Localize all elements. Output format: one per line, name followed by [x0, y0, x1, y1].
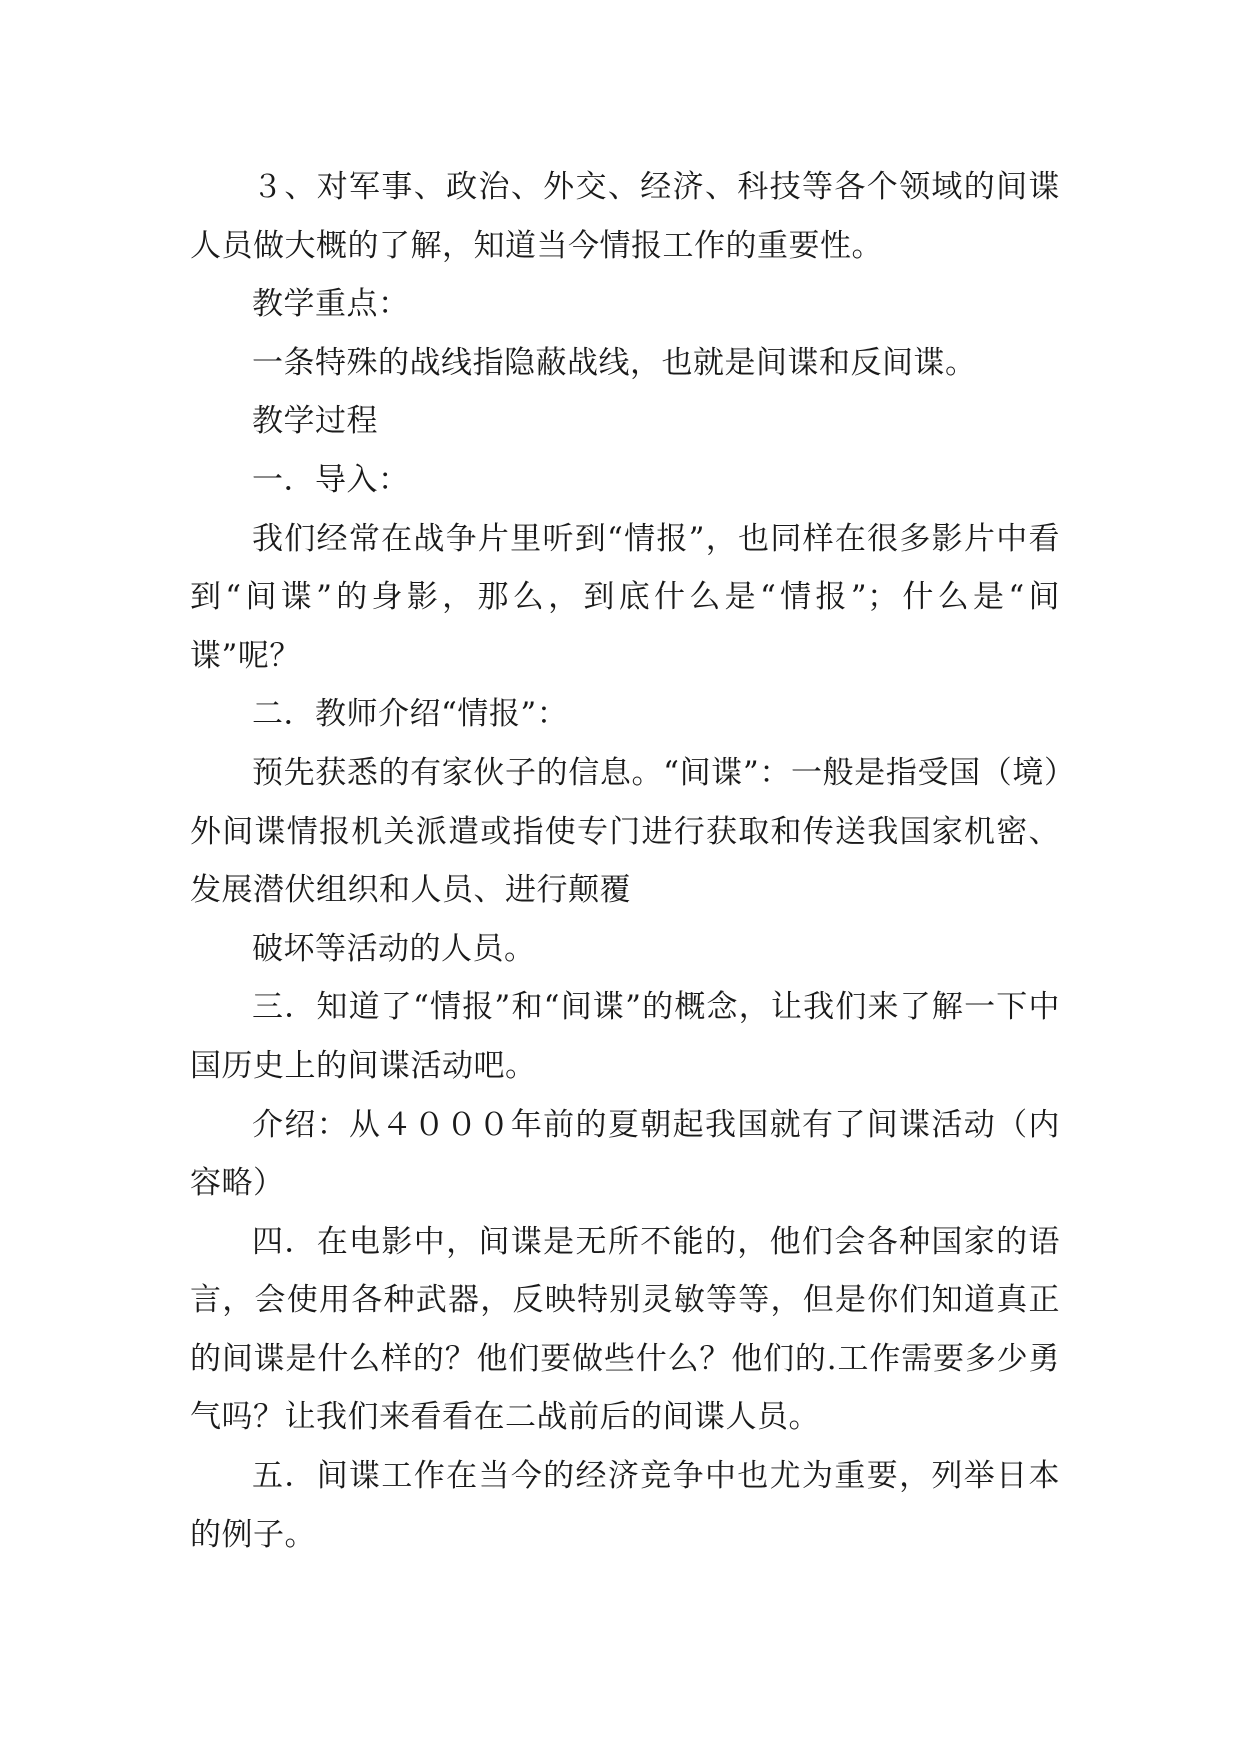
paragraph-process-heading: 教学过程 — [252, 403, 378, 440]
paragraph-section-5: 五．间谍工作在当今的经济竞争中也尤为重要，列举日本的例子。 — [190, 1458, 1060, 1553]
paragraph-section-2-heading: 二．教师介绍“情报”： — [252, 696, 569, 733]
paragraph-section-1-body: 我们经常在战争片里听到“情报”，也同样在很多影片中看到“间谍”的身影，那么，到底什么是“情报”；什么是“间谍”呢？ — [190, 520, 1060, 674]
document-body — [190, 158, 1060, 1564]
paragraph-section-1-heading: 一．导入： — [252, 461, 410, 498]
paragraph-section-3: 三．知道了“情报”和“间谍”的概念，让我们来了解一下中国历史上的间谍活动吧。 — [190, 989, 1060, 1084]
paragraph-key-points: 一条特殊的战线指隐蔽战线，也就是间谍和反间谍。 — [252, 344, 977, 381]
paragraph-section-2-body: 预先获悉的有家伙子的信息。“间谍”：一般是指受国（境）外间谍情报机关派遣或指使专门进行获取和传送我国家机密、发展潜伏组织和人员、进行颠覆 — [190, 754, 1060, 909]
paragraph-section-4: 四．在电影中，间谍是无所不能的，他们会各种国家的语言，会使用各种武器，反映特别灵敏等等，但是你们知道真正的间谍是什么样的？他们要做些什么？他们的.工作需要多少勇气吗？让我们来看看在二战前后的间谍人员。 — [190, 1223, 1060, 1436]
paragraph-section-2-continued: 破坏等活动的人员。 — [252, 930, 536, 967]
paragraph-key-points-heading: 教学重点： — [252, 286, 410, 323]
paragraph-objective-3: ３、对军事、政治、外交、经济、科技等各个领域的间谍人员做大概的了解，知道当今情报工作的重要性。 — [190, 169, 1060, 264]
paragraph-section-3-intro: 介绍：从４０００年前的夏朝起我国就有了间谍活动（内容略） — [190, 1106, 1060, 1202]
